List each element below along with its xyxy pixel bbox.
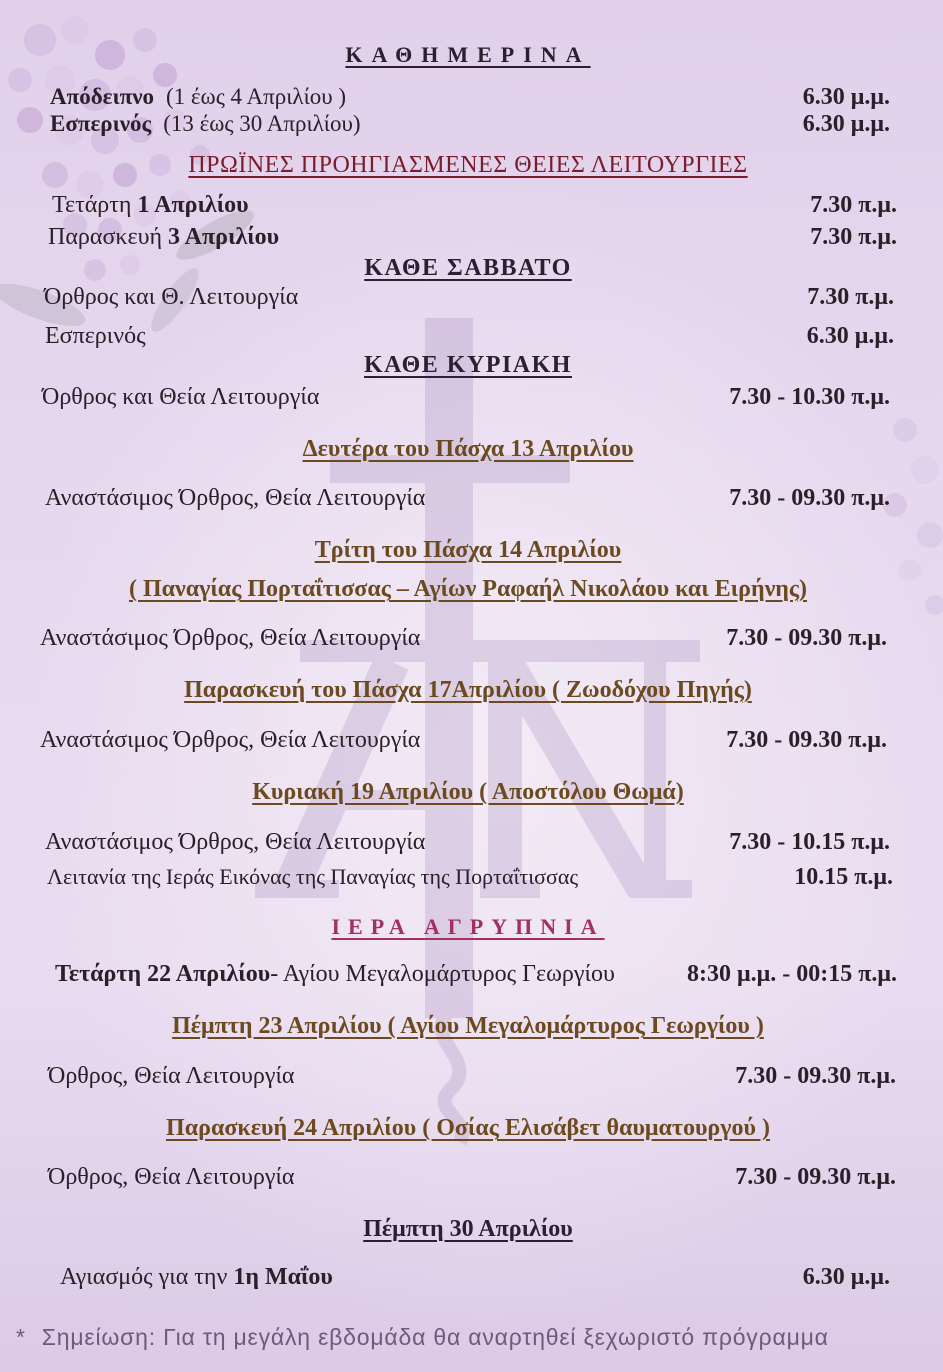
service-cell [50, 82, 346, 112]
service-time: 6.30 μ.μ. [806, 323, 894, 349]
sunday-heading-row [0, 350, 936, 380]
easter-tuesday-heading: Τρίτη του Πάσχα 14 Απριλίου [314, 537, 622, 563]
april-30-heading-row [0, 1214, 936, 1244]
service-time: 7.30 - 09.30 π.μ. [735, 1063, 896, 1089]
service-time: 7.30 - 09.30 π.μ. [726, 727, 887, 753]
st-elisabeth-row [0, 1162, 943, 1192]
thomas-sunday-heading-row [0, 777, 936, 807]
thomas-sunday-row-orthros [0, 827, 943, 857]
easter-tuesday-subheading: ( Παναγίας Πορταΐτισσας – Αγίων Ραφαήλ Νικολάου και Ειρήνης) [128, 576, 808, 602]
daily-row-apodeipno [0, 82, 943, 112]
sunday-row-orthros [0, 382, 943, 412]
st-george-row [0, 1061, 943, 1091]
service-cell [48, 222, 279, 252]
service-time: 10.15 π.μ. [794, 864, 893, 890]
service-name: Απόδειπνο [50, 84, 154, 109]
vigil-date: Τετάρτη 22 Απριλίου [55, 961, 271, 987]
st-george-heading: Πέμπτη 23 Απριλίου ( Αγίου Μεγαλομάρτυρος Γεωργίου ) [172, 1013, 764, 1039]
service-time: 7.30 - 09.30 π.μ. [735, 1164, 896, 1190]
service-cell [60, 1262, 333, 1292]
service-dates: (13 έως 30 Απριλίου) [163, 111, 361, 136]
easter-monday-heading-row [0, 434, 936, 464]
service-time: 7.30 π.μ. [810, 192, 897, 218]
service-name: Όρθρος και Θ. Λειτουργία [44, 284, 299, 310]
footnote-text: Για τη μεγάλη εβδομάδα θα αναρτηθεί ξεχωριστό πρόγραμμα [163, 1324, 829, 1350]
footnote-marker: * [16, 1324, 26, 1350]
service-name: Αναστάσιμος Όρθρος, Θεία Λειτουργία [45, 485, 426, 511]
april-30-row [0, 1262, 943, 1292]
service-time: 6.30 μ.μ. [802, 111, 890, 137]
service-time: 6.30 μ.μ. [802, 84, 890, 110]
day-date: 1 Απριλίου [137, 192, 249, 218]
vigil-heading-row [0, 912, 936, 942]
april-30-heading: Πέμπτη 30 Απριλίου [363, 1216, 573, 1242]
st-elisabeth-heading: Παρασκευή 24 Απριλίου ( Οσίας Ελισάβετ θαυματουργού ) [166, 1115, 770, 1141]
day-name: Παρασκευή [48, 224, 162, 250]
easter-tuesday-subheading-row [0, 574, 936, 604]
easter-friday-heading: Παρασκευή του Πάσχα 17Απριλίου ( Ζωοδόχου Πηγής) [184, 677, 752, 703]
easter-tuesday-heading-row [0, 535, 936, 565]
service-cell [55, 959, 615, 989]
service-cell [52, 190, 249, 220]
thomas-sunday-heading: Κυριακή 19 Απριλίου ( Αποστόλου Θωμά) [252, 779, 684, 805]
service-name: Όρθρος, Θεία Λειτουργία [48, 1063, 295, 1089]
service-time: 7.30 π.μ. [807, 284, 894, 310]
easter-friday-row [0, 725, 943, 755]
daily-heading-row [0, 40, 936, 70]
vigil-heading: ΙΕΡΑ ΑΓΡΥΠΝΙΑ [331, 914, 605, 939]
saturday-row-esperinos [0, 321, 943, 351]
service-dates: (1 έως 4 Απριλίου ) [165, 84, 347, 109]
thomas-sunday-row-litany [0, 862, 943, 892]
vigil-row [0, 959, 943, 989]
service-name: Αναστάσιμος Όρθρος, Θεία Λειτουργία [40, 625, 421, 651]
service-highlight: 1η Μαΐου [233, 1264, 333, 1290]
sunday-heading: ΚΑΘΕ ΚΥΡΙΑΚΗ [364, 352, 572, 378]
easter-tuesday-row [0, 623, 943, 653]
service-name: Λειτανία της Ιεράς Εικόνας της Παναγίας της Πορταΐτισσας [47, 864, 579, 889]
service-name: Όρθρος, Θεία Λειτουργία [48, 1164, 295, 1190]
easter-monday-heading: Δευτέρα του Πάσχα 13 Απριλίου [302, 436, 634, 462]
daily-heading: ΚΑΘΗΜΕΡΙΝΑ [345, 42, 591, 67]
service-cell [50, 109, 361, 139]
footnote-label: Σημείωση: [41, 1324, 156, 1350]
footnote [16, 1320, 829, 1354]
service-name: Εσπερινός [45, 323, 146, 349]
day-name: Τετάρτη [52, 192, 132, 218]
service-time: 7.30 - 10.30 π.μ. [729, 384, 890, 410]
saturday-row-orthros [0, 282, 943, 312]
presanctified-heading: ΠΡΩΪΝΕΣ ΠΡΟΗΓΙΑΣΜΕΝΕΣ ΘΕΙΕΣ ΛΕΙΤΟΥΡΓΙΕΣ [188, 152, 748, 178]
vigil-detail: - Αγίου Μεγαλομάρτυρος Γεωργίου [270, 961, 615, 987]
service-name: Όρθρος και Θεία Λειτουργία [42, 384, 320, 410]
saturday-heading-row [0, 253, 936, 283]
service-name: Εσπερινός [50, 111, 152, 136]
service-time: 7.30 π.μ. [810, 224, 897, 250]
service-time: 7.30 - 10.15 π.μ. [729, 829, 890, 855]
day-date: 3 Απριλίου [168, 224, 280, 250]
presanctified-heading-row [0, 150, 936, 180]
st-elisabeth-heading-row [0, 1113, 936, 1143]
daily-row-esperinos [0, 109, 943, 139]
service-time: 7.30 - 09.30 π.μ. [729, 485, 890, 511]
presanctified-row-friday [0, 222, 943, 252]
service-name: Αγιασμός για την [60, 1264, 228, 1290]
st-george-heading-row [0, 1011, 936, 1041]
service-time: 8:30 μ.μ. - 00:15 π.μ. [687, 961, 897, 987]
presanctified-row-wednesday [0, 190, 943, 220]
service-name: Αναστάσιμος Όρθρος, Θεία Λειτουργία [40, 727, 421, 753]
service-name: Αναστάσιμος Όρθρος, Θεία Λειτουργία [45, 829, 426, 855]
saturday-heading: ΚΑΘΕ ΣΑΒΒΑΤΟ [364, 255, 572, 281]
service-time: 6.30 μ.μ. [802, 1264, 890, 1290]
easter-monday-row [0, 483, 943, 513]
easter-friday-heading-row [0, 675, 936, 705]
service-time: 7.30 - 09.30 π.μ. [726, 625, 887, 651]
